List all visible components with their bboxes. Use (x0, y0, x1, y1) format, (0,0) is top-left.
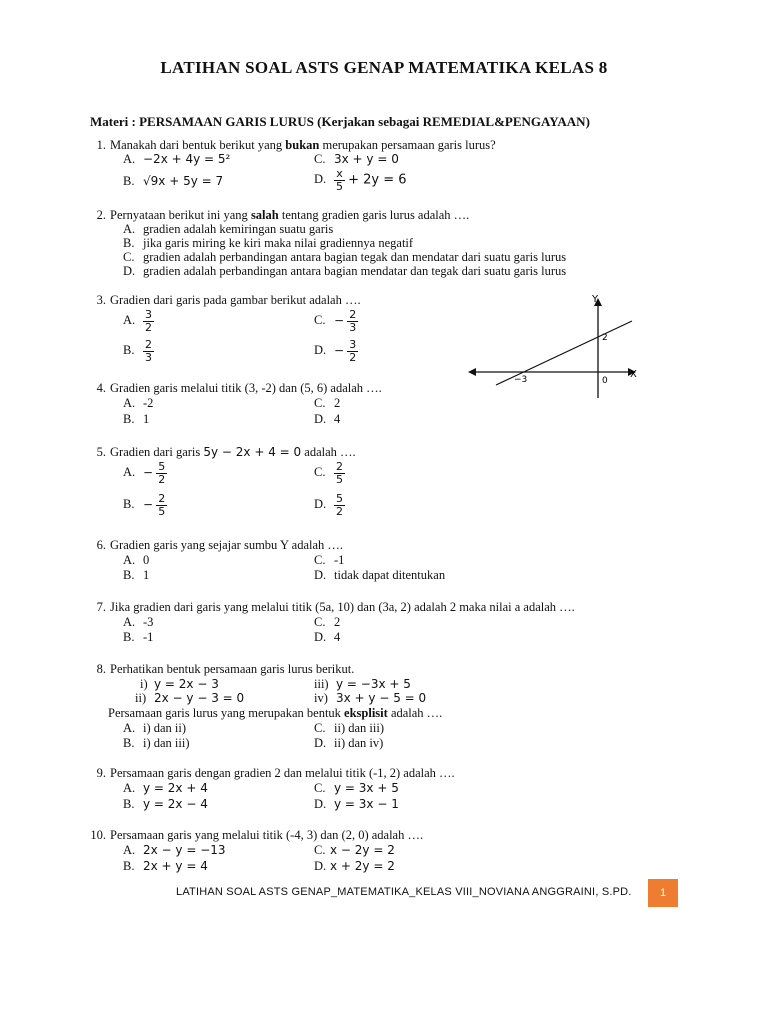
equation-iv: iv) 3x + y − 5 = 0 (314, 691, 427, 705)
option-d: D. 4 (314, 630, 341, 644)
option-c: C. y = 3x + 5 (314, 781, 399, 795)
question-text: Jika gradien dari garis yang melalui titik (5a, 10) dan (3a, 2) adalah 2 maka nilai a adalah …. (110, 600, 575, 614)
option-a: A. -3 (123, 615, 154, 629)
option-c: C. ii) dan iii) (314, 721, 384, 735)
option-b: B. 1 (123, 568, 150, 582)
question-text: Perhatikan bentuk persamaan garis lurus berikut. (110, 662, 355, 676)
option-a: A. 0 (123, 553, 150, 567)
option-c: C. 2 (314, 396, 341, 410)
origin-label: 0 (602, 376, 608, 386)
option-c: C. 3x + y = 0 (314, 152, 399, 166)
question-text: Manakah dari bentuk berikut yang bukan merupakan persamaan garis lurus? (110, 138, 496, 152)
option-c: C. gradien adalah perbandingan antara bagian tegak dan mendatar dari suatu garis lurus (123, 250, 567, 264)
option-b: B. √9x + 5y = 7 (123, 174, 224, 188)
option-d: D. y = 3x − 1 (314, 797, 399, 811)
x-intercept-label: −3 (514, 375, 528, 385)
question-8-subtext: Persamaan garis lurus yang merupakan bentuk eksplisit adalah …. (108, 706, 443, 720)
option-b: B. i) dan iii) (123, 736, 190, 750)
option-a: A. 2x − y = −13 (123, 843, 226, 857)
option-d: D. gradien adalah perbandingan antara bagian mendatar dan tegak dari suatu garis lurus (123, 264, 567, 278)
option-a: A. -2 (123, 396, 154, 410)
option-b: B. 1 (123, 412, 150, 426)
question-number: 1. (96, 138, 106, 152)
option-d: D. x + 2y = 2 (314, 859, 395, 873)
option-c: C. $\frac{2}{5}$ (314, 460, 343, 486)
option-b: B. − $\frac{2}{5}$ (123, 492, 166, 518)
question-number: 3. (96, 293, 106, 307)
question-text: Pernyataan berikut ini yang salah tentang gradien garis lurus adalah …. (110, 208, 470, 222)
y-intercept-label: 2 (602, 333, 608, 343)
question-text: Persamaan garis dengan gradien 2 dan melalui titik (-1, 2) adalah …. (110, 766, 455, 780)
option-d: D. $\frac{x}{5}$ + 2y = 6 (314, 167, 407, 193)
question-number: 5. (96, 445, 106, 459)
option-c: C. -1 (314, 553, 345, 567)
option-b: B. jika garis miring ke kiri maka nilai gradiennya negatif (123, 236, 414, 250)
option-b: B. y = 2x − 4 (123, 797, 208, 811)
option-a: A. y = 2x + 4 (123, 781, 208, 795)
x-axis-arrow-left (468, 368, 476, 376)
option-a: A. gradien adalah kemiringan suatu garis (123, 222, 334, 236)
option-b: B. 2x + y = 4 (123, 859, 208, 873)
option-b: B. -1 (123, 630, 154, 644)
question-text: Gradien garis melalui titik (3, -2) dan (5, 6) adalah …. (110, 381, 382, 395)
materi-heading: Materi : PERSAMAAN GARIS LURUS (Kerjakan sebagai REMEDIAL&PENGAYAAN) (90, 114, 590, 129)
question-text: Persamaan garis yang melalui titik (-4, 3) dan (2, 0) adalah …. (110, 828, 424, 842)
page-number-badge: 1 (648, 879, 678, 907)
question-number: 6. (96, 538, 106, 552)
equation-iii: iii) y = −3x + 5 (314, 677, 411, 691)
option-c: C. − $\frac{2}{3}$ (314, 308, 357, 334)
option-d: D. 4 (314, 412, 341, 426)
option-a: A. −2x + 4y = 5² (123, 152, 231, 166)
option-a: A. − $\frac{5}{2}$ (123, 460, 166, 486)
question-number: 8. (96, 662, 106, 676)
question-text: Gradien dari garis pada gambar berikut adalah …. (110, 293, 361, 307)
line-graph (466, 290, 646, 402)
equation-i: i) y = 2x − 3 (140, 677, 219, 691)
question-number: 7. (96, 600, 106, 614)
question-number: 10. (90, 828, 106, 842)
question-text: Gradien dari garis 5y − 2x + 4 = 0 adalah …. (110, 445, 356, 459)
option-d: D. − $\frac{3}{2}$ (314, 338, 357, 364)
option-a: A. $\frac{3}{2}$ (123, 308, 152, 334)
page-footer: LATIHAN SOAL ASTS GENAP_MATEMATIKA_KELAS VIII_NOVIANA ANGGRAINI, S.PD. (176, 886, 632, 898)
option-b: B. $\frac{2}{3}$ (123, 338, 152, 364)
document-title: LATIHAN SOAL ASTS GENAP MATEMATIKA KELAS 8 (160, 58, 608, 77)
question-number: 4. (96, 381, 106, 395)
option-d: D. tidak dapat ditentukan (314, 568, 446, 582)
x-label: X (630, 369, 637, 380)
option-c: C. 2 (314, 615, 341, 629)
question-number: 2. (96, 208, 106, 222)
option-a: A. i) dan ii) (123, 721, 187, 735)
option-d: D. $\frac{5}{2}$ (314, 492, 343, 518)
question-text: Gradien garis yang sejajar sumbu Y adalah …. (110, 538, 344, 552)
question-number: 9. (96, 766, 106, 780)
option-d: D. ii) dan iv) (314, 736, 384, 750)
equation-ii: ii) 2x − y − 3 = 0 (135, 691, 245, 705)
y-label: Y (592, 294, 599, 305)
option-c: C. x − 2y = 2 (314, 843, 395, 857)
